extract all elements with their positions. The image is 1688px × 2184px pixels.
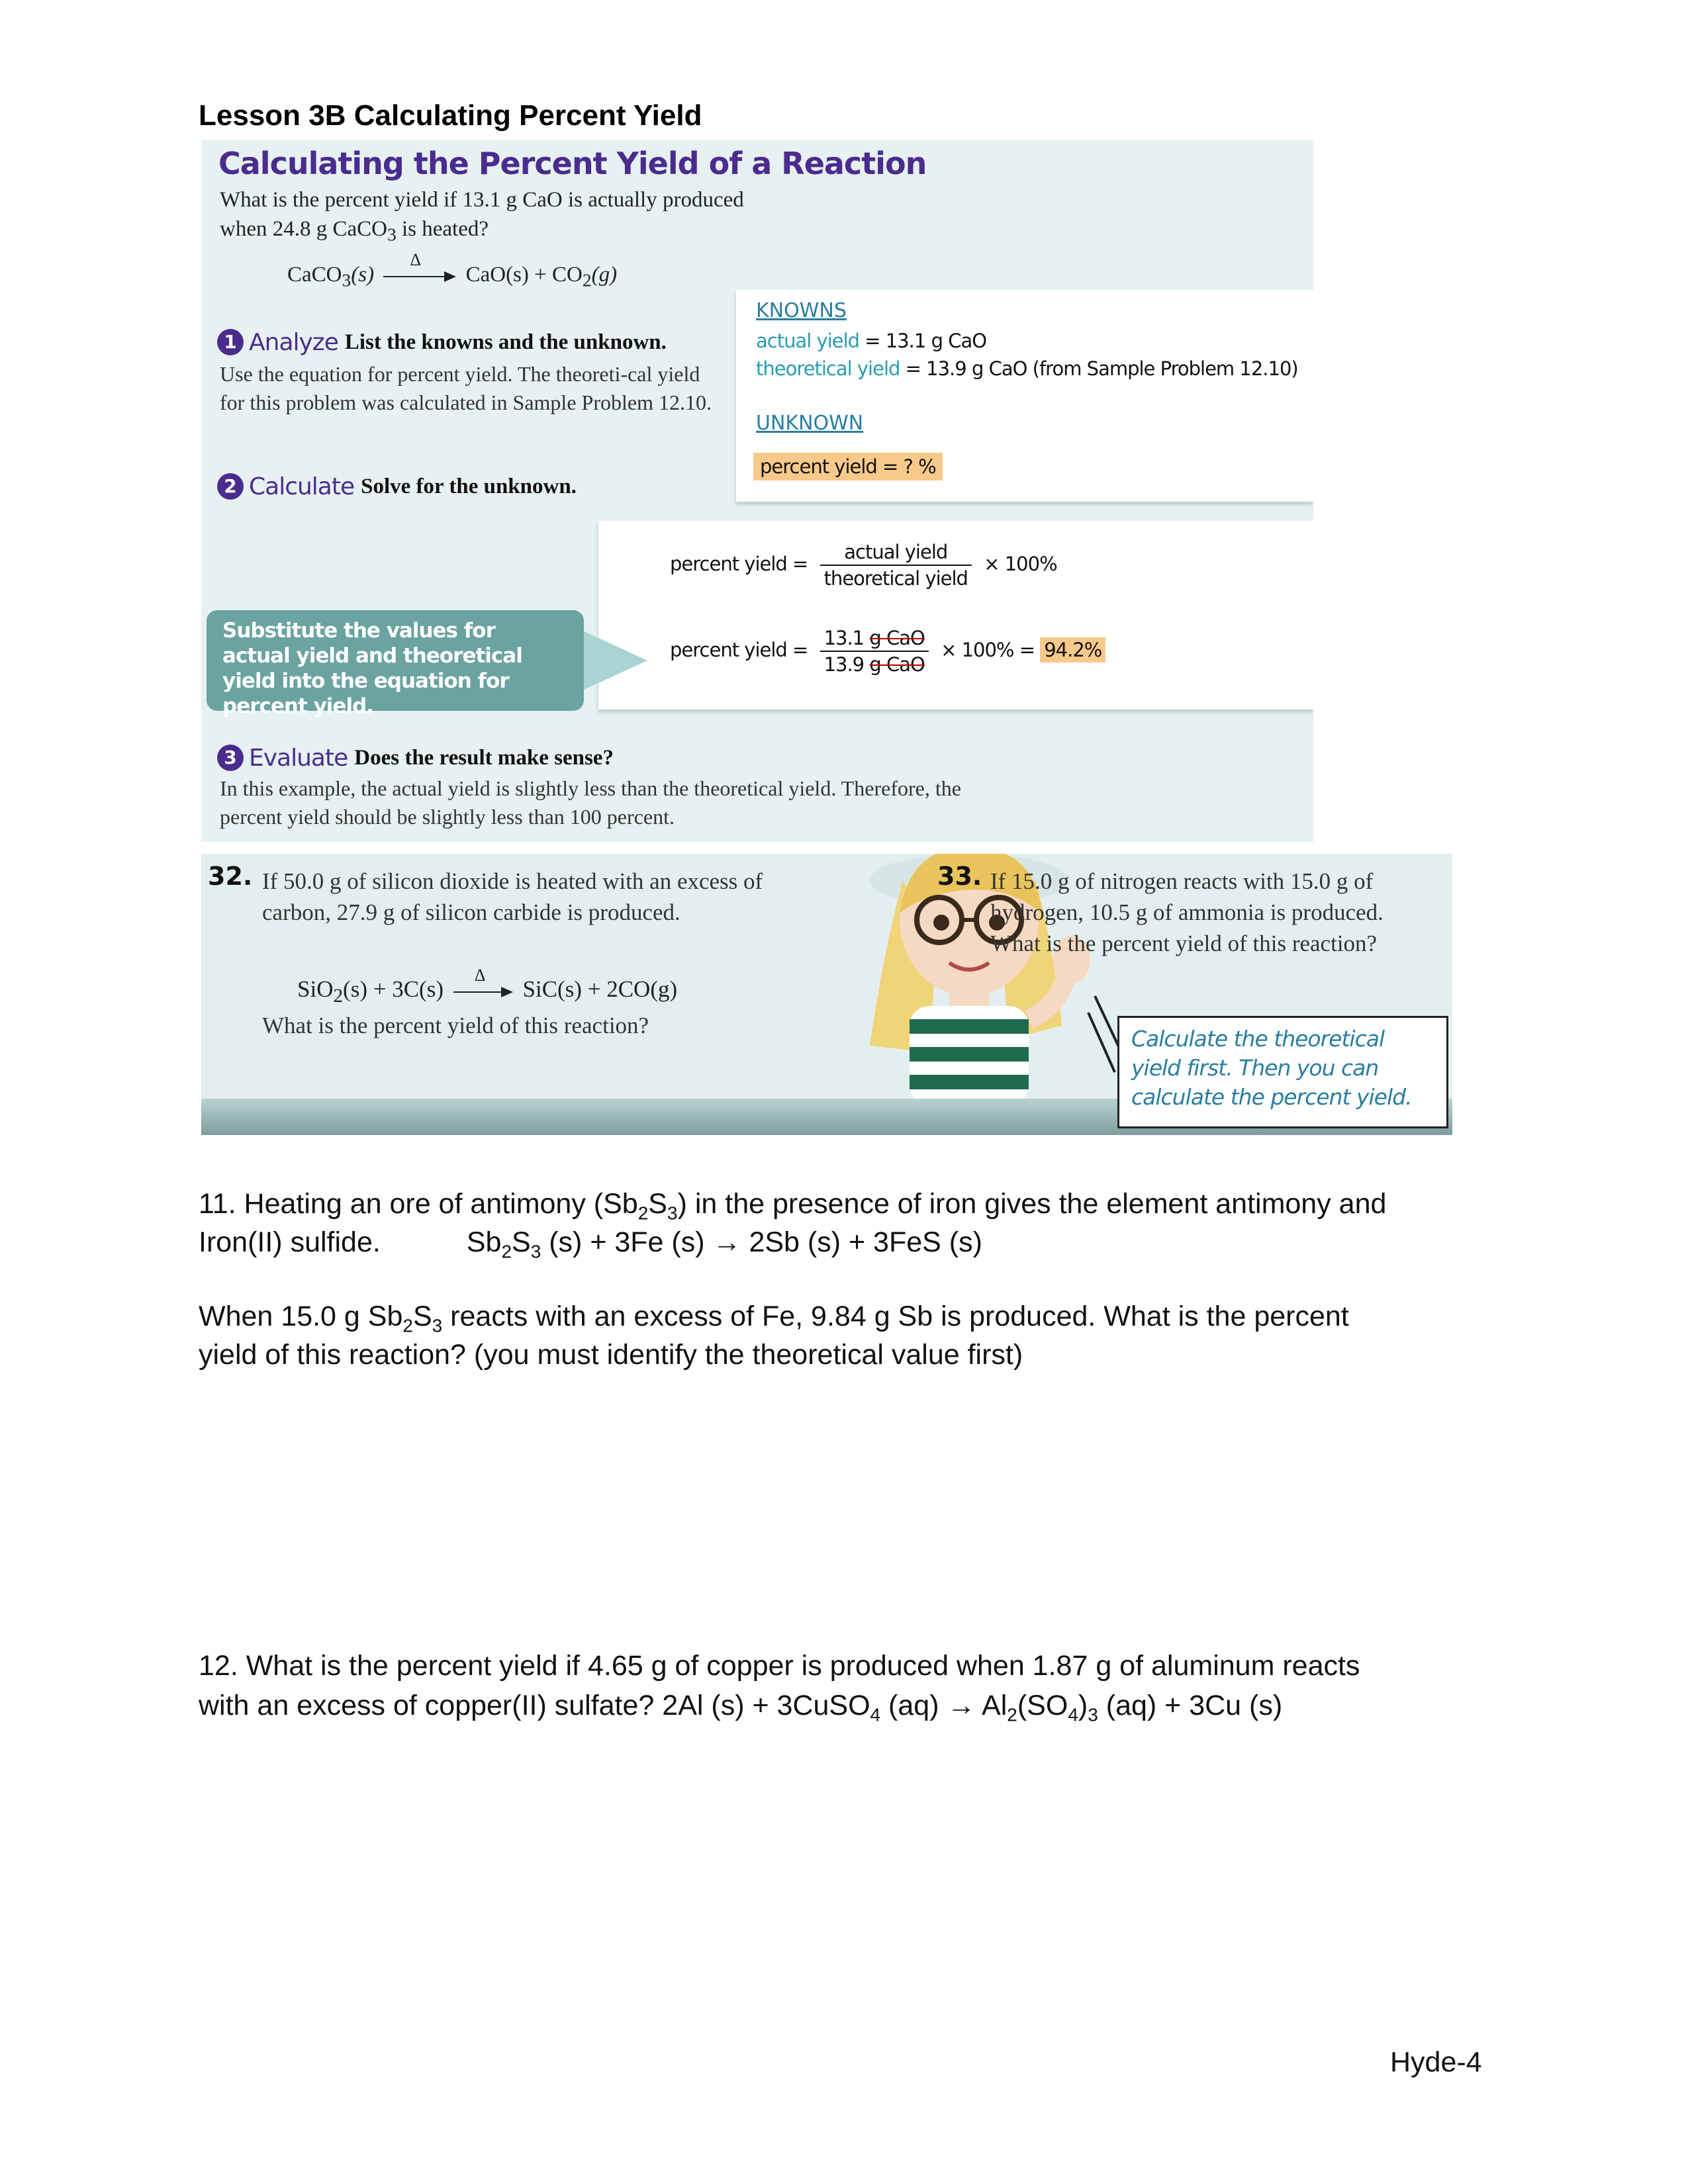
question-11-line-4: yield of this reaction? (you must identify the theoretical value first) bbox=[199, 1339, 1023, 1371]
hint-box: Substitute the values for actual yield and theoretical yield into the equation for percent yield. bbox=[207, 610, 584, 711]
tutor-speech-bubble: Calculate the theoretical yield first. Then you can calculate the percent yield. bbox=[1117, 1016, 1448, 1128]
problem-32-text: If 50.0 g of silicon dioxide is heated with an excess of carbon, 27.9 g of silicon carbide is produced. bbox=[262, 868, 763, 925]
question-11-line-3: When 15.0 g $Sb_2S_3$ reacts with an excess of Fe, 9.84 g Sb is produced. What is the percent bbox=[199, 1300, 1349, 1336]
sample-problem-title: Calculating the Percent Yield of a Reaction bbox=[218, 146, 927, 181]
sample-problem-equation: CaCO$_3$(s) Δ $CaO(s) + CO_2(g)$ bbox=[287, 250, 618, 291]
step-3-badge: 3 bbox=[217, 745, 244, 771]
question-11-line-2: Iron(II) sulfide. $Sb_2S_3$ (s) + 3Fe (s) → 2Sb (s) + 3FeS (s) bbox=[199, 1226, 982, 1262]
practice-panel bbox=[201, 854, 1452, 1135]
hint-arrow-head-icon bbox=[581, 630, 647, 691]
percent-yield-substitution: percent yield = $\frac{\text{13.1 g CaO}}{\text{13.9 g CaO}}$ × 100% = 94.2% bbox=[670, 627, 1105, 676]
percent-yield-formula: percent yield = $\frac{\text{actual yield}}{\text{theoretical yield}}$ × 100% bbox=[670, 541, 1057, 590]
step-analyze-text: Use the equation for percent yield. The theoreti-cal yield for this problem was calculated in Sample Problem 12.10. bbox=[220, 362, 712, 414]
step-evaluate-heading: 3 Evaluate Does the result make sense? bbox=[217, 743, 614, 772]
knowns-box bbox=[736, 290, 1313, 502]
sample-problem-panel bbox=[201, 140, 1313, 842]
knowns-heading: KNOWNS bbox=[756, 299, 847, 322]
step-analyze-heading: 1 Analyze List the knowns and the unknown. bbox=[217, 327, 667, 356]
reaction-arrow-icon: Δ bbox=[383, 266, 456, 286]
problem-33-text: If 15.0 g of nitrogen reacts with 15.0 g of hydrogen, 10.5 g of ammonia is produced. What is the percent yield of this reaction? bbox=[990, 868, 1383, 956]
question-12-line-1: 12. What is the percent yield if 4.65 g of copper is produced when 1.87 g of aluminum reacts bbox=[199, 1650, 1360, 1682]
step-2-badge: 2 bbox=[217, 473, 244, 500]
step-evaluate-text: In this example, the actual yield is slightly less than the theoretical yield. Therefore, the percent yield should be slightly less than 100 percent. bbox=[220, 776, 961, 829]
sample-problem-question: What is the percent yield if 13.1 g CaO is actually produced when 24.8 g CaCO$_3$ is heated? bbox=[220, 188, 744, 245]
known-actual-yield: actual yield = 13.1 g CaO bbox=[756, 330, 987, 352]
question-11-equation: $Sb_2S_3$ (s) + 3Fe (s) → 2Sb (s) + 3FeS (s) bbox=[466, 1226, 982, 1262]
known-theoretical-yield: theoretical yield = 13.9 g CaO (from Sample Problem 12.10) bbox=[756, 357, 1298, 380]
problem-32-number: 32. bbox=[208, 862, 253, 891]
step-1-badge: 1 bbox=[217, 329, 244, 355]
problem-33-number: 33. bbox=[937, 862, 982, 891]
problem-32-question: What is the percent yield of this reaction? bbox=[262, 1013, 649, 1038]
page-footer: Hyde-4 bbox=[1390, 2046, 1482, 2078]
unknown-heading: UNKNOWN bbox=[756, 412, 864, 435]
question-12-line-2: with an excess of copper(II) sulfate? 2Al (s) + 3CuSO$_4$ $(aq) \to Al_2(SO_4)_3$ (aq) + 3Cu (s) bbox=[199, 1690, 1283, 1725]
reaction-arrow-icon: Δ bbox=[453, 981, 513, 1001]
lesson-title: Lesson 3B Calculating Percent Yield bbox=[199, 99, 702, 132]
calculation-box bbox=[598, 521, 1313, 709]
problem-32-equation: SiO$_2$(s) + 3C(s) Δ SiC(s) + 2CO(g) bbox=[297, 965, 678, 1007]
unknown-value: percent yield = ? % bbox=[753, 453, 943, 480]
result-value: 94.2% bbox=[1040, 637, 1105, 662]
question-11-line-1: 11. Heating an ore of antimony $(Sb_2S_3)$ in the presence of iron gives the element antimony and bbox=[199, 1188, 1387, 1224]
step-calculate-heading: 2 Calculate Solve for the unknown. bbox=[217, 471, 577, 500]
